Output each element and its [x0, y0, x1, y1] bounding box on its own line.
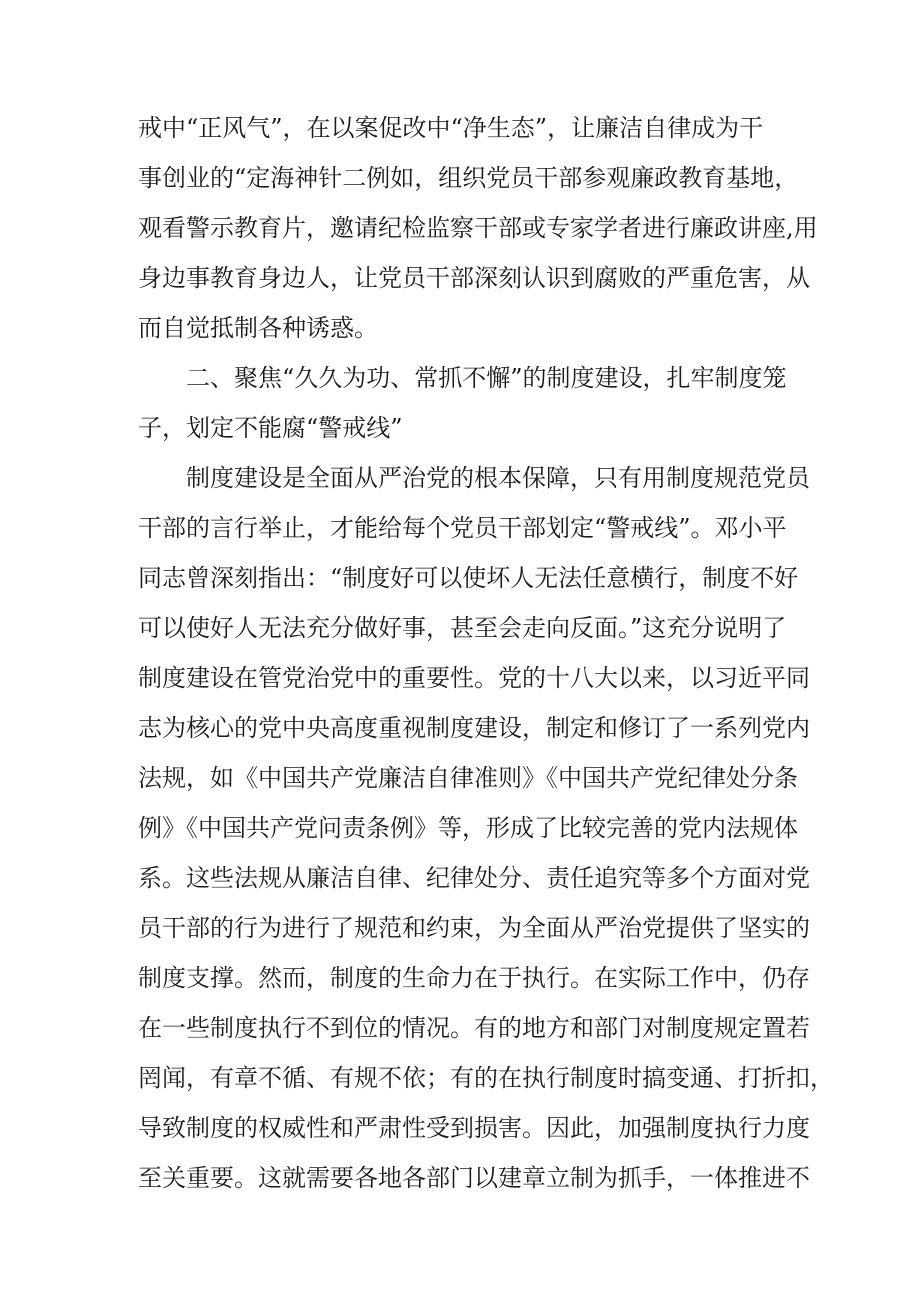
text-line: 在一些制度执行不到位的情况。有的地方和部门对制度规定置若: [138, 1014, 810, 1042]
text-line: 罔闻，有章不循、有规不依；有的在执行制度时搞变通、打折扣，: [138, 1064, 834, 1092]
section-heading-line: 二、聚焦“久久为功、常抓不懈”的制度建设，扎牢制度笼: [186, 364, 787, 392]
text-line: 制度建设在管党治党中的重要性。党的十八大以来，以习近平同: [138, 664, 810, 692]
text-line: 戒中“正风气”，在以案促改中“净生态”，让廉洁自律成为干: [138, 114, 764, 142]
text-line: 可以使好人无法充分做好事，甚至会走向反面。”这充分说明了: [138, 614, 787, 642]
text-line: 例》《中国共产党问责条例》等，形成了比较完善的党内法规体: [138, 814, 798, 842]
text-line: 系。这些法规从廉洁自律、纪律处分、责任追究等多个方面对党: [138, 864, 810, 892]
text-line: 干部的言行举止，才能给每个党员干部划定“警戒线”。邓小平: [138, 514, 787, 542]
text-line: 制度支撑。然而，制度的生命力在于执行。在实际工作中，仍存: [138, 964, 810, 992]
text-line: 身边事教育身边人，让党员干部深刻认识到腐败的严重危害，从: [138, 264, 810, 292]
text-line: 制度建设是全面从严治党的根本保障，只有用制度规范党员: [186, 464, 810, 492]
text-line: 而自觉抵制各种诱惑。: [138, 314, 378, 342]
text-line: 志为核心的党中央高度重视制度建设，制定和修订了一系列党内: [138, 714, 810, 742]
section-heading-line: 子，划定不能腐“警戒线”: [138, 414, 403, 442]
text-line: 法规，如《中国共产党廉洁自律准则》《中国共产党纪律处分条: [138, 764, 798, 792]
text-line: 事创业的“定海神针二例如，组织党员干部参观廉政教育基地，: [138, 164, 799, 192]
text-line: 员干部的行为进行了规范和约束，为全面从严治党提供了坚实的: [138, 914, 810, 942]
text-line: 同志曾深刻指出：“制度好可以使坏人无法任意横行，制度不好: [138, 564, 799, 592]
text-line: 观看警示教育片，邀请纪检监察干部或专家学者进行廉政讲座,用: [138, 214, 818, 242]
text-line: 导致制度的权威性和严肃性受到损害。因此，加强制度执行力度: [138, 1114, 810, 1142]
text-line: 至关重要。这就需要各地各部门以建章立制为抓手，一体推进不: [138, 1164, 810, 1192]
